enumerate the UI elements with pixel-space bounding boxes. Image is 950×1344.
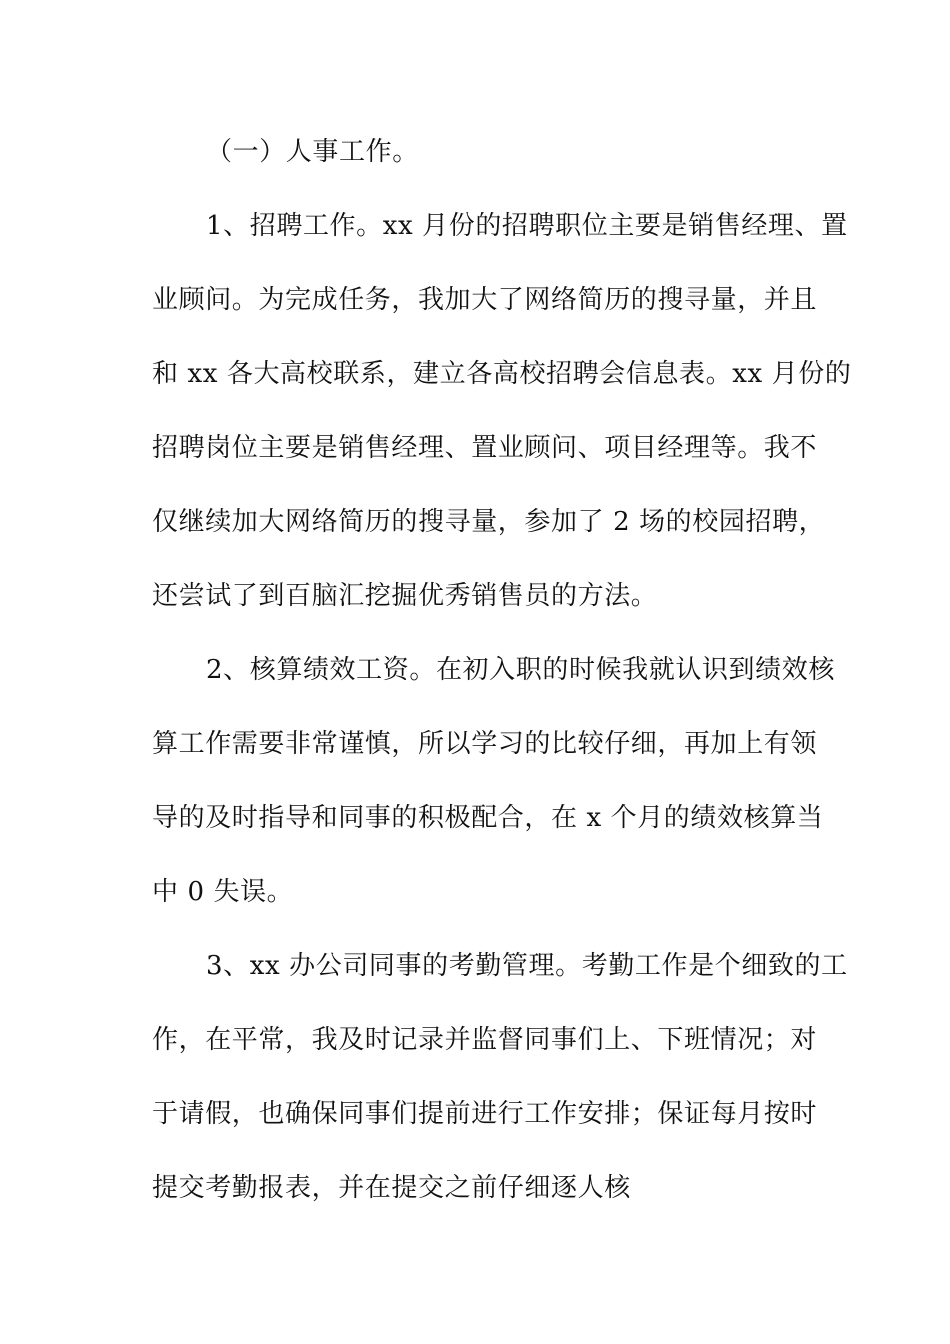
- section-heading: （一）人事工作。: [206, 137, 419, 167]
- paragraph-line: 3、xx 办公司同事的考勤管理。考勤工作是个细致的工: [206, 951, 848, 981]
- paragraph-line: 还尝试了到百脑汇挖掘优秀销售员的方法。: [152, 581, 658, 611]
- paragraph-line: 提交考勤报表，并在提交之前仔细逐人核: [152, 1173, 631, 1203]
- paragraph-line: 招聘岗位主要是销售经理、置业顾问、项目经理等。我不: [152, 433, 818, 463]
- paragraph-line: 和 xx 各大高校联系，建立各高校招聘会信息表。xx 月份的: [152, 359, 852, 389]
- paragraph-line: 中 0 失误。: [152, 877, 294, 907]
- paragraph-line: 作，在平常，我及时记录并监督同事们上、下班情况；对: [152, 1025, 818, 1055]
- paragraph-line: 导的及时指导和同事的积极配合，在 x 个月的绩效核算当: [152, 803, 824, 833]
- paragraph-line: 于请假，也确保同事们提前进行工作安排；保证每月按时: [152, 1099, 818, 1129]
- paragraph-line: 业顾问。为完成任务，我加大了网络简历的搜寻量，并且: [152, 285, 818, 315]
- paragraph-line: 1、招聘工作。xx 月份的招聘职位主要是销售经理、置: [206, 211, 848, 241]
- paragraph-line: 算工作需要非常谨慎，所以学习的比较仔细，再加上有领: [152, 729, 818, 759]
- paragraph-line: 2、核算绩效工资。在初入职的时候我就认识到绩效核: [206, 655, 835, 685]
- paragraph-line: 仅继续加大网络简历的搜寻量，参加了 2 场的校园招聘，: [152, 507, 826, 537]
